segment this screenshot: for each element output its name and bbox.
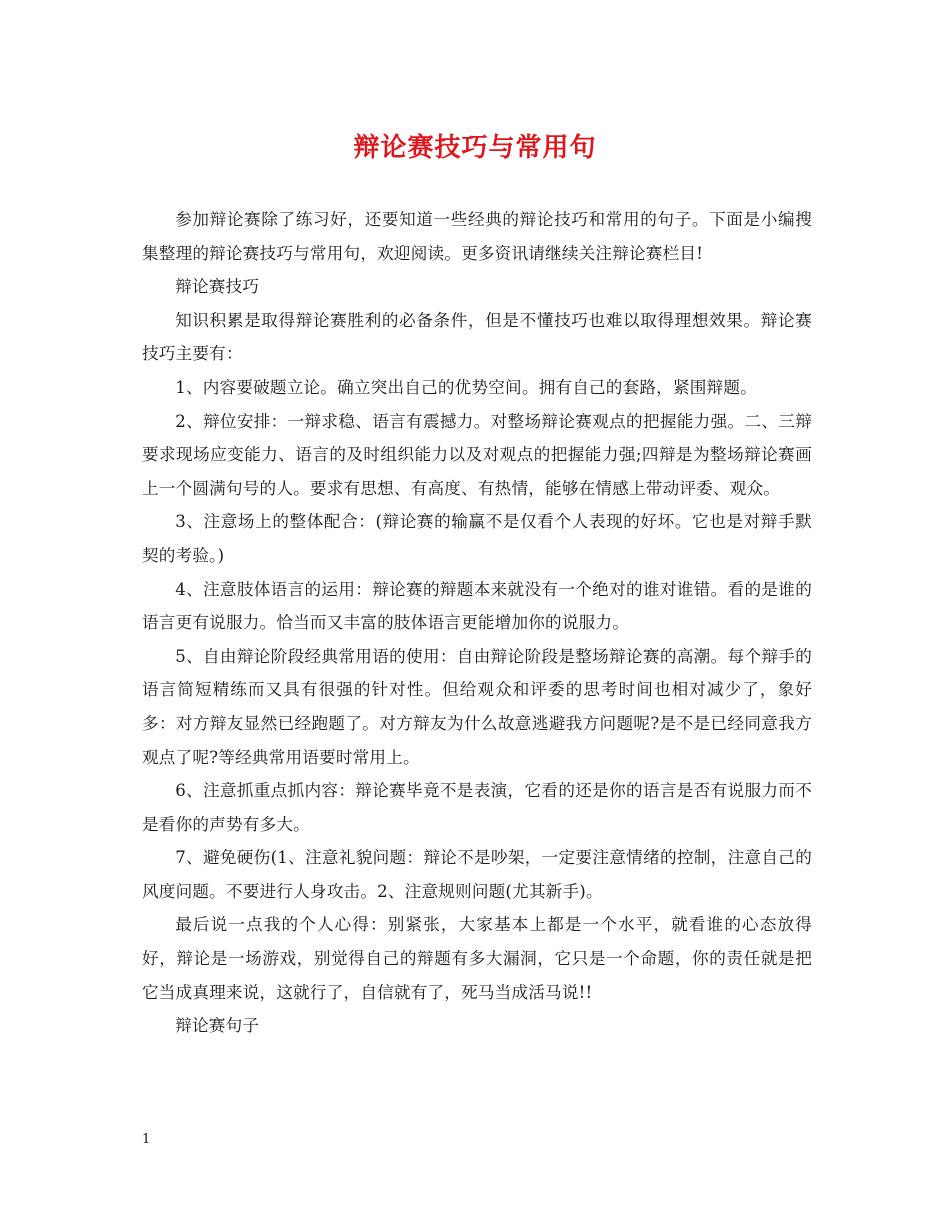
list-item-5: 5、自由辩论阶段经典常用语的使用：自由辩论阶段是整场辩论赛的高潮。每个辩手的语言简短精练而又具有很强的针对性。但给观众和评委的思考时间也相对减少了，象好多：对方辩友显然已经跑题了。对方辩友为什么故意逃避我方问题呢?是不是已经同意我方观点了呢?等经典常用语要时常用上。: [142, 646, 812, 767]
paragraph-personal-notes: 最后说一点我的个人心得：别紧张，大家基本上都是一个水平，就看谁的心态放得好，辩论是一场游戏，别觉得自己的辩题有多大漏洞，它只是一个命题，你的责任就是把它当成真理来说，这就行了，自信就有了，死马当成活马说!!: [142, 915, 812, 1002]
list-item-6: 6、注意抓重点抓内容：辩论赛毕竟不是表演，它看的还是你的语言是否有说服力而不是看你的声势有多大。: [142, 781, 812, 834]
list-item-4: 4、注意肢体语言的运用：辩论赛的辩题本来就没有一个绝对的谁对谁错。看的是谁的语言更有说服力。恰当而又丰富的肢体语言更能增加你的说服力。: [142, 579, 812, 633]
page-number: 1: [142, 1132, 151, 1147]
paragraph-skills-overview: 知识积累是取得辩论赛胜利的必备条件，但是不懂技巧也难以取得理想效果。辩论赛技巧主要有：: [142, 310, 812, 364]
list-item-2: 2、辩位安排：一辩求稳、语言有震撼力。对整场辩论赛观点的把握能力强。二、三辩要求现场应变能力、语言的及时组织能力以及对观点的把握能力强;四辩是为整场辩论赛画上一个圆满句号的人。要求有思想、有高度、有热情，能够在情感上带动评委、观众。: [142, 411, 812, 498]
paragraph-intro: 参加辩论赛除了练习好，还要知道一些经典的辩论技巧和常用的句子。下面是小编搜集整理的辩论赛技巧与常用句，欢迎阅读。更多资讯请继续关注辩论赛栏目!: [142, 210, 812, 263]
list-item-7: 7、避免硬伤(1、注意礼貌问题：辩论不是吵架，一定要注意情绪的控制，注意自己的风度问题。不要进行人身攻击。2、注意规则问题(尤其新手)。: [142, 848, 812, 901]
section-heading-skills: 辩论赛技巧: [175, 277, 260, 297]
list-item-1: 1、内容要破题立论。确立突出自己的优势空间。拥有自己的套路，紧围辩题。: [175, 377, 757, 397]
document-body: [142, 203, 812, 1043]
section-heading-sentences: 辩论赛句子: [175, 1016, 260, 1036]
document-title: 辩论赛技巧与常用句: [353, 133, 597, 163]
list-item-3: 3、注意场上的整体配合：(辩论赛的输赢不是仅看个人表现的好坏。它也是对辩手默契的考验。): [142, 512, 812, 565]
